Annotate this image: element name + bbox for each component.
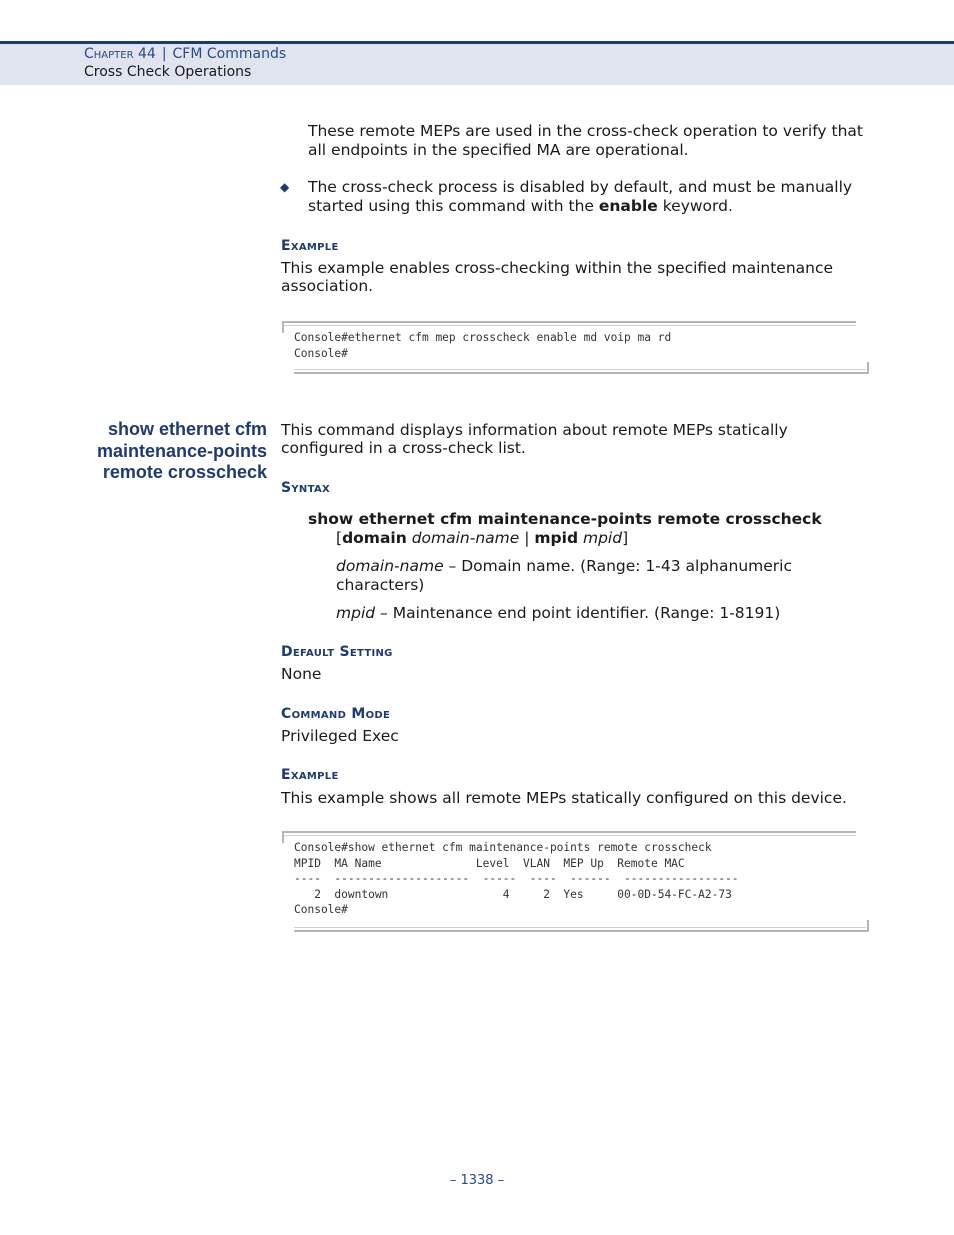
bullet-text: started using this command with the xyxy=(308,197,599,215)
header-subtitle: Cross Check Operations xyxy=(84,64,252,80)
intro-paragraph-line1: These remote MEPs are used in the cross-check operation to verify that xyxy=(308,122,863,140)
bullet-line1: The cross-check process is disabled by default, and must be manually xyxy=(308,178,853,196)
syntax-heading: Syntax xyxy=(281,480,330,496)
command-desc-line1: This command displays information about remote MEPs statically xyxy=(281,421,788,439)
intro-paragraph-line2: all endpoints in the specified MA are operational. xyxy=(308,141,689,159)
example-desc-line2: association. xyxy=(281,277,374,295)
chapter-label: Chapter 44 xyxy=(84,46,156,62)
keyword-enable: enable xyxy=(598,197,658,215)
pipe: | xyxy=(519,529,535,547)
command-desc-line2: configured in a cross-check list. xyxy=(281,439,526,457)
command-mode-heading: Command Mode xyxy=(281,706,391,722)
header-separator: | xyxy=(161,46,167,62)
command-title-line3: remote crosscheck xyxy=(102,462,267,482)
bracket-open: [ xyxy=(336,529,343,547)
default-setting-value: None xyxy=(281,665,322,683)
command-title-line1: show ethernet cfm xyxy=(107,419,267,439)
param-domain-name: domain-name xyxy=(336,557,444,575)
chapter-line xyxy=(84,46,286,62)
bracket-close: ] xyxy=(622,529,629,547)
code-example2: Console#show ethernet cfm maintenance-points remote crosscheck MPID MA Name Level VLAN MEP Up Remote MAC ---- -------------------- ----- ---- ------ ----------------- 2 downtown 4 2 Yes 00-0D-54-FC-A2-73 Console# xyxy=(294,841,739,916)
param-domain-line2: characters) xyxy=(336,576,425,594)
keyword-domain: domain xyxy=(342,529,407,547)
param-domain-desc: – Domain name. (Range: 1-43 alphanumeric xyxy=(443,557,792,575)
bullet-line2 xyxy=(308,197,733,216)
example-desc-line1: This example enables cross-checking within the specified maintenance xyxy=(281,259,834,277)
example2-heading: Example xyxy=(281,767,339,783)
param-mpid-desc: – Maintenance end point identifier. (Range: 1-8191) xyxy=(375,604,781,622)
command-title-line2: maintenance-points xyxy=(96,440,267,461)
code-example: Console#ethernet cfm mep crosscheck enable md voip ma rd Console# xyxy=(294,331,672,360)
param-domain-line1 xyxy=(336,557,792,576)
command-mode-value: Privileged Exec xyxy=(281,727,399,745)
bullet-text-end: keyword. xyxy=(657,197,733,215)
code-example2-box xyxy=(282,831,869,932)
command-title xyxy=(60,419,267,484)
default-setting-heading: Default Setting xyxy=(281,644,393,660)
syntax-options xyxy=(336,529,628,548)
param-mpid-name: mpid xyxy=(336,604,376,622)
page-number: – 1338 – xyxy=(449,1173,505,1188)
syntax-command: show ethernet cfm maintenance-points remote crosscheck xyxy=(308,510,822,528)
arg-mpid: mpid xyxy=(582,529,623,547)
bullet-diamond-icon: ◆ xyxy=(280,180,290,194)
keyword-mpid: mpid xyxy=(534,529,579,547)
param-mpid xyxy=(336,604,780,623)
example-heading: Example xyxy=(281,238,339,254)
example2-desc: This example shows all remote MEPs statically configured on this device. xyxy=(281,789,847,807)
code-example-box xyxy=(282,321,869,374)
section-label: CFM Commands xyxy=(172,46,287,62)
arg-domain-name: domain-name xyxy=(411,529,520,547)
